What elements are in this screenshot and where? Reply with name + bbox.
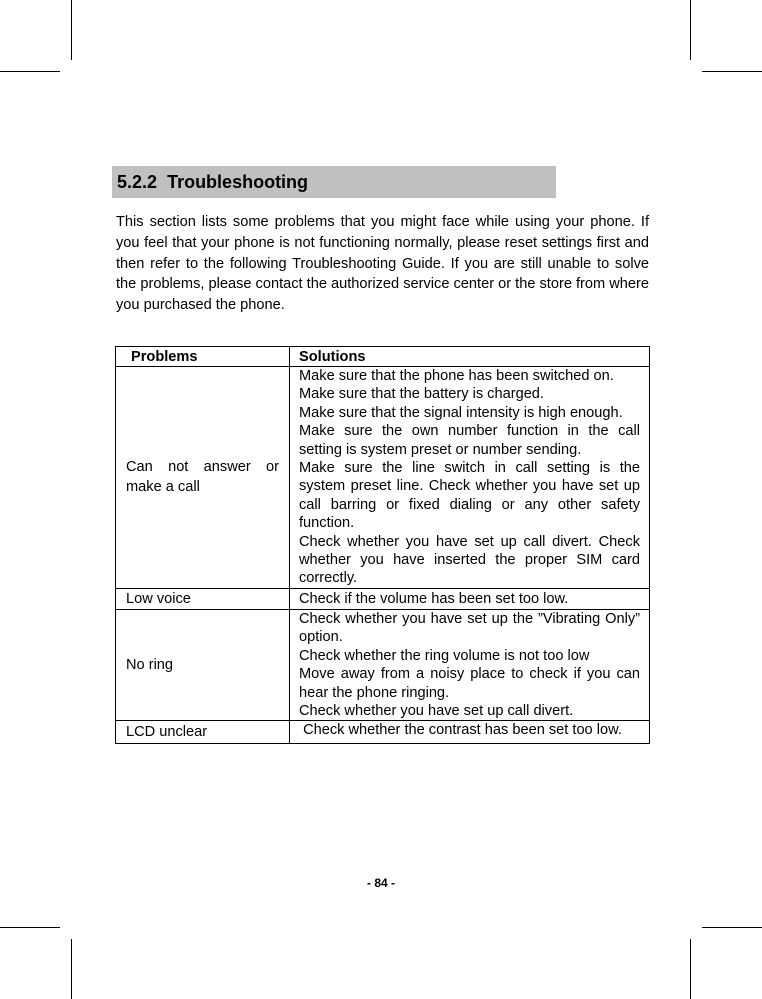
- problem-cell: LCD unclear: [116, 721, 290, 743]
- solution-cell: [290, 367, 650, 589]
- crop-mark: [690, 0, 691, 60]
- problem-cell: Can not answer or make a call: [116, 367, 290, 589]
- solution-cell: [290, 609, 650, 720]
- table-row: [116, 367, 650, 589]
- header-solutions: Solutions: [290, 347, 650, 367]
- solution-line: Check whether you have set up the ”Vibrating Only” option.: [299, 610, 640, 646]
- table-row: [116, 588, 650, 609]
- solution-line: Check whether you have set up call divert. Check whether you have inserted the proper SIM card correctly.: [299, 533, 640, 587]
- crop-mark: [71, 939, 72, 999]
- crop-mark: [0, 71, 60, 72]
- section-number: 5.2.2: [117, 172, 158, 192]
- solution-line: Check whether you have set up call divert.: [299, 702, 574, 719]
- solution-line: Check if the volume has been set too low.: [299, 590, 569, 607]
- solution-line: Check whether the contrast has been set too low.: [299, 722, 622, 739]
- header-problems: Problems: [116, 347, 290, 367]
- table-row: [116, 609, 650, 720]
- section-heading: [112, 166, 556, 198]
- crop-mark: [702, 927, 762, 928]
- section-title: Troubleshooting: [167, 172, 309, 192]
- solution-cell: [290, 721, 650, 743]
- solution-line: Make sure that the battery is charged.: [299, 386, 544, 403]
- solution-line: Make sure that the phone has been switched on.: [299, 368, 614, 384]
- table-row: [116, 721, 650, 743]
- problem-cell: Low voice: [116, 588, 290, 609]
- solution-line: Make sure the own number function in the call setting is system preset or number sending.: [299, 423, 640, 458]
- table-header-row: [116, 347, 650, 367]
- page-number: - 84 -: [366, 876, 395, 890]
- intro-paragraph: This section lists some problems that you might face while using your phone. If you feel that your phone is not functioning normally, please reset settings first and then refer to the following Troubleshooting Guide. If you are still unable to solve the problems, please contact the authorized service center or the store from where you purchased the phone.: [116, 214, 649, 314]
- crop-mark: [690, 939, 691, 999]
- crop-mark: [702, 71, 762, 72]
- solution-line: Move away from a noisy place to check if you can hear the phone ringing.: [299, 666, 640, 701]
- solution-line: Make sure the line switch in call setting is the system preset line. Check whether you have set up call barring or fixed dialing or any other safety function.: [299, 460, 640, 532]
- crop-mark: [0, 927, 60, 928]
- solution-line: Make sure that the signal intensity is high enough.: [299, 404, 623, 421]
- troubleshooting-table: [115, 346, 650, 744]
- crop-mark: [71, 0, 72, 60]
- problem-cell: No ring: [116, 609, 290, 720]
- solution-cell: [290, 588, 650, 609]
- solution-line: Check whether the ring volume is not too low: [299, 647, 590, 664]
